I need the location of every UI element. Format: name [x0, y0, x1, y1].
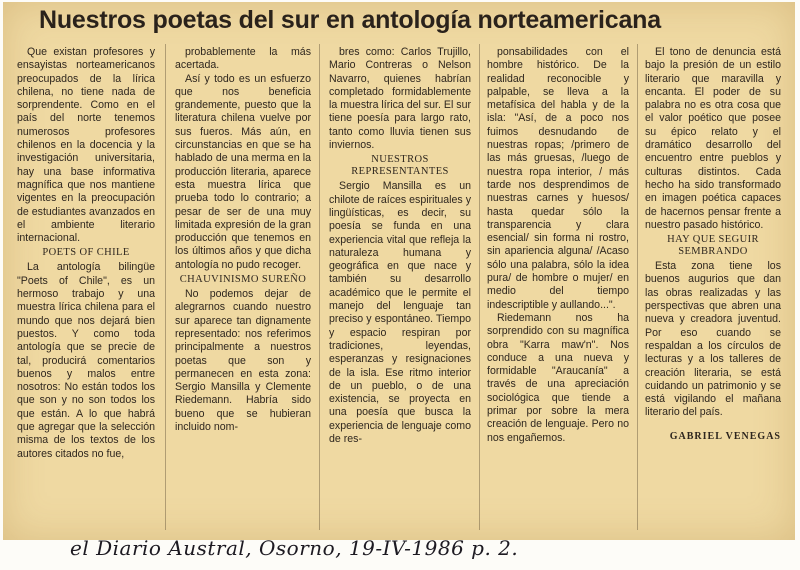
subheading: HAY QUE SEGUIR SEMBRANDO	[667, 234, 759, 258]
paragraph: Que existan profesores y ensayistas norteamericanos preocupados de la lírica chilena, no tiene nada de sorprendente. Como en el país del norte tenemos numerosos profesores chilenos en la docencia y la investigación universitaria, hay una base informativa magnífica que nos mantiene vigentes en la preocupación de estudiantes avanzados en el ambiente literario internacional.	[17, 46, 155, 245]
article-column-4	[487, 46, 629, 445]
paragraph: Sergio Mansilla es un chilote de raíces espirituales y lingüísticas, es decir, su poesía se funda en una experiencia vital que refleja la naturaleza humana y geográfica en que nace y también su desarrollo académico que le permite el manejo del lenguaje tan preciso y espontáneo. Tiempo y espacio respiran por tradiciones, leyendas, esperanzas y resignaciones de la isla. Ese ritmo interior de un pueblo, o de una existencia, se proyecta en una poesía que busca la experiencia de lenguaje como de res-	[329, 180, 471, 446]
article-column-1	[17, 46, 155, 461]
subheading: NUESTROS REPRESENTANTES	[351, 154, 449, 178]
paragraph: El tono de denuncia está bajo la presión de un estilo literario que maravilla y encanta. El poder de su palabra no es otra cosa que el valor poético que posee su épico relato y el dramático desarrollo del encuentro entre pueblos y culturas distintos. Cada hecho ha sido transformado en imagen poética capaces de hacernos pensar frente a nuestro pasado histórico.	[645, 46, 781, 231]
paragraph: bres como: Carlos Trujillo, Mario Contreras o Nelson Navarro, quienes habrían completado formidablemente la muestra lírica del sur. El sur tiene poesía para largo rato, tanto como lluvia tienen sus inviernos.	[329, 46, 471, 152]
column-rule	[165, 44, 166, 530]
paragraph: probablemente la más acertada.	[175, 46, 311, 72]
headline: Nuestros poetas del sur en antología norteamericana	[39, 6, 661, 34]
subheading: POETS OF CHILE	[42, 247, 130, 259]
author-signature: GABRIEL VENEGAS	[669, 430, 781, 442]
column-rule	[637, 44, 638, 530]
paragraph: Esta zona tiene los buenos augurios que dan las obras realizadas y las perspectivas que abren una nueva y creadora juventud. Por eso cuando se respaldan a los círculos de lecturas y a los talleres de creación literaria, se está cuidando un patrimonio y se está vigilando el mañana literario del país.	[645, 260, 781, 419]
article-column-3	[329, 46, 471, 446]
subheading: CHAUVINISMO SUREÑO	[179, 274, 307, 286]
paragraph: No podemos dejar de alegrarnos cuando nuestro sur aparece tan dignamente representado: nos referimos principalmente a nuestros poetas que son y permanecen en esta zona: Sergio Mansilla y Clemente Riedemann. Habría sido bueno que se hubieran incluido nom-	[175, 288, 311, 434]
column-rule	[319, 44, 320, 530]
paragraph: ponsabilidades con el hombre histórico. De la realidad reconocible y palpable, se lleva a la metafísica del habla y de la isla: "Así, de a poco nos fuimos desnudando de nuestras ropas; /primero de las más gruesas, /luego de nuestra ropa interior, / más tarde nos desprendimos de nuestras carnes y huesos/ hasta quedar sólo la transparencia y clara esencial/ sin forma ni rostro, sin apariencia alguna/ /Acaso sólo una palabra, sólo la idea pura/ de hombre o mujer/ en medio del tiempo indescriptible y aullando...".	[487, 46, 629, 311]
article-column-2	[175, 46, 311, 434]
article-column-5	[645, 46, 781, 443]
handwritten-source-note: el Diario Austral, Osorno, 19-IV-1986 p. 2.	[70, 536, 519, 560]
paragraph: La antología bilingüe "Poets of Chile", es un hermoso trabajo y una muestra lírica chilena para el mundo que nos dejará bien puestos. Y como toda antología que se precie de tal, producirá comentarios buenos y malos entre nosotros: No están todos los que son y no son todos los que están. A lo que habrá que agregar que la selección misma de los textos de los autores citados no fue,	[17, 261, 155, 460]
paragraph: Riedemann nos ha sorprendido con su magnífica obra "Karra maw'n". Nos conduce a una nueva y formidable "Araucanía" a través de una apreciación sociológica que tiende a primar por sobre la mera creación de lenguaje. Pero no nos engañemos.	[487, 311, 629, 444]
column-rule	[479, 44, 480, 530]
paragraph: Así y todo es un esfuerzo que nos beneficia grandemente, puesto que la literatura chilena vuelve por sus fueros. Más aún, en circunstancias en que se ha hablado de una merma en la producción literaria, aparece esta muestra lírica que prueba todo lo contrario; a pesar de ser de una muy limitada expresión de la gran producción que tenemos en los últimos años y que dicha antología no pudo recoger.	[175, 72, 311, 271]
newspaper-clipping	[3, 2, 795, 540]
